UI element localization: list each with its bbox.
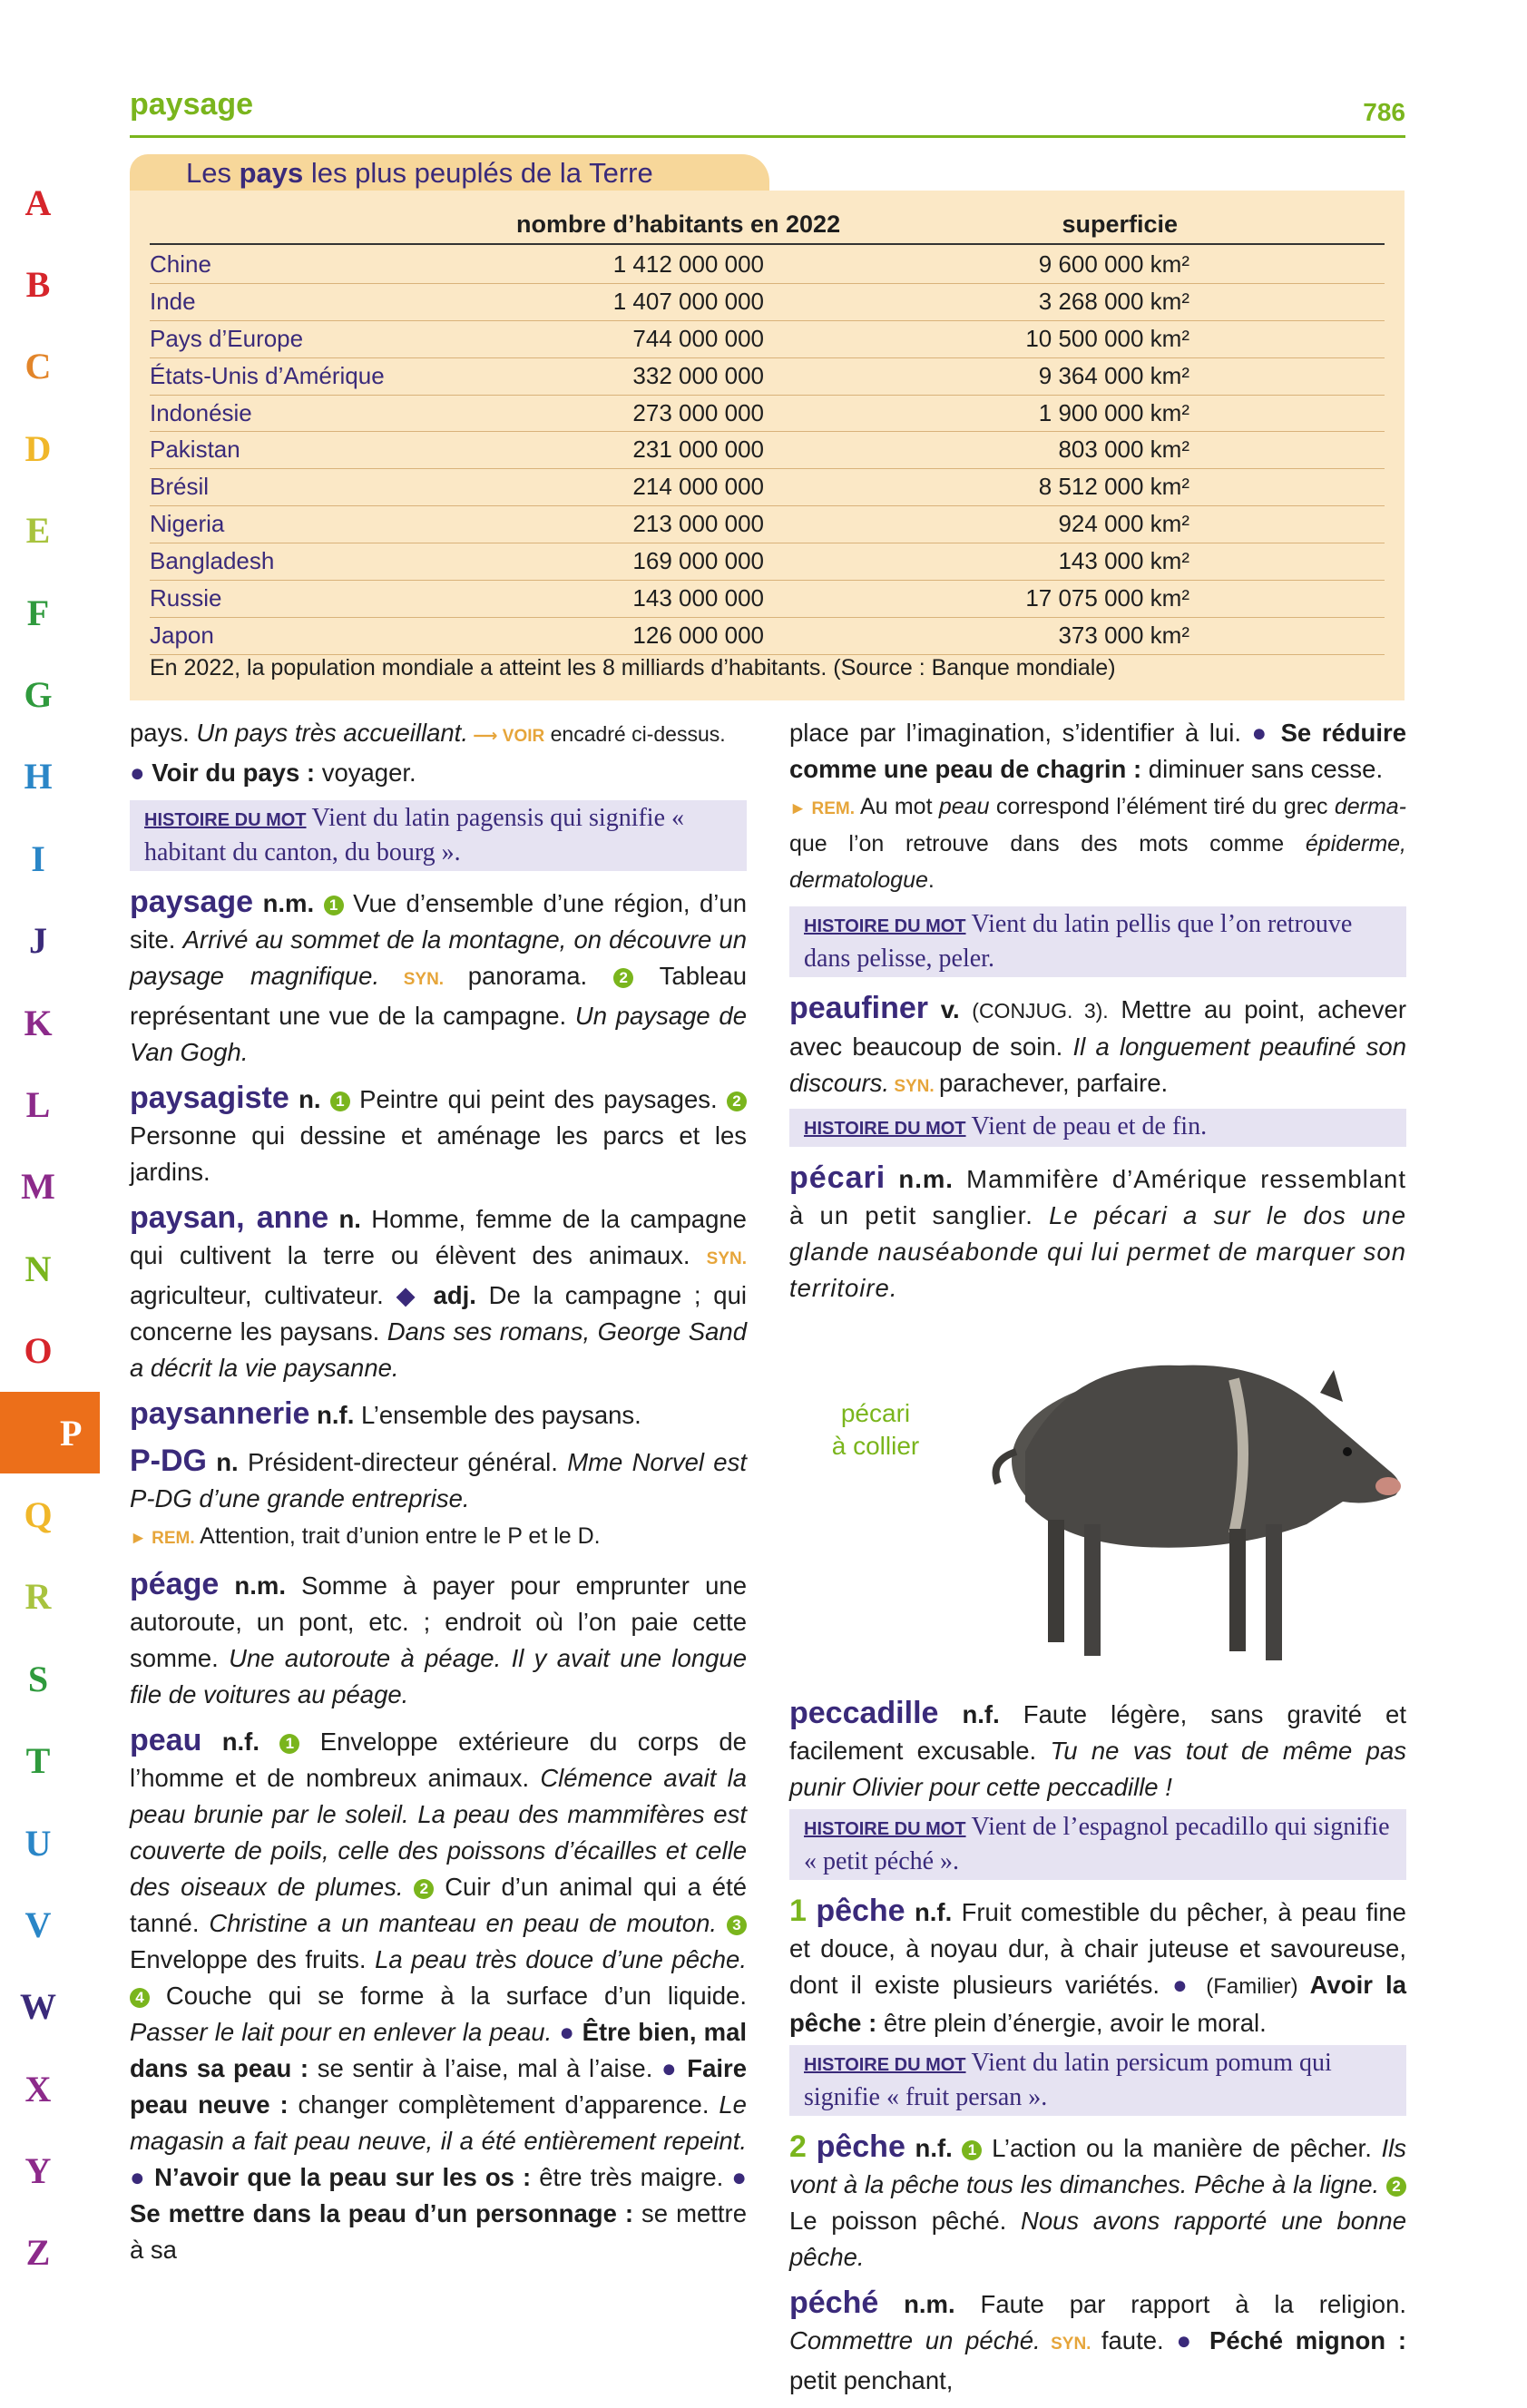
table-row bbox=[150, 321, 1385, 358]
history-box-peaufiner: HISTOIRE DU MOT Vient de peau et de fin. bbox=[789, 1109, 1406, 1147]
history-box-peau: HISTOIRE DU MOT Vient du latin pellis que l’on retrouve dans pelisse, peler. bbox=[789, 906, 1406, 977]
table-row bbox=[150, 247, 1385, 284]
alphabet-letter-t[interactable]: T bbox=[25, 1740, 51, 1782]
pecari-illustration bbox=[789, 1316, 1406, 1679]
area-value: 1 900 000 km² bbox=[1038, 398, 1189, 426]
entry-pecari: pécari n.m. Mammifère d’Amérique ressemblant à un petit sanglier. Le pécari a sur le dos une glande nauséabonde qui lui permet de marquer son territoire. bbox=[789, 1160, 1406, 1302]
alphabet-letter-o[interactable]: O bbox=[24, 1330, 53, 1372]
entry-peccadille: peccadille n.f. Faute légère, sans gravité et facilement excusable. Tu ne vas tout de même pas punir Olivier pour cette peccadille ! bbox=[789, 1696, 1406, 1801]
area-value: 9 364 000 km² bbox=[1038, 361, 1189, 389]
entry-peche-2: 2 pêche n.f. 1 L’action ou la manière de pêcher. Ils vont à la pêche tous les dimanches. Pêche à la ligne. 2 Le poisson pêché. Nous avons rapporté une bonne pêche. bbox=[789, 2129, 1406, 2271]
table-row bbox=[150, 396, 1385, 433]
country-name: Chine bbox=[150, 250, 211, 278]
table-header bbox=[150, 207, 1385, 245]
entry-peche-sin: péché n.m. Faute par rapport à la religion. Commettre un péché. SYN. faute. ● Péché mignon : petit penchant, bbox=[789, 2286, 1407, 2394]
country-name: Brésil bbox=[150, 473, 210, 501]
country-name: Inde bbox=[150, 287, 196, 315]
entry-paysannerie: paysannerie n.f. L’ensemble des paysans. bbox=[130, 1396, 641, 1431]
population-value: 1 412 000 000 bbox=[612, 250, 764, 278]
area-value: 8 512 000 km² bbox=[1038, 473, 1189, 501]
population-value: 332 000 000 bbox=[632, 361, 764, 389]
entry-peage: péage n.m. Somme à payer pour emprunter une autoroute, un pont, etc. ; endroit où l’on paie cette somme. Une autoroute à péage. Il y avait une longue file de voitures au péage. bbox=[130, 1567, 748, 1708]
alphabet-letter-a[interactable]: A bbox=[24, 181, 52, 223]
history-box-peche: HISTOIRE DU MOT Vient du latin persicum pomum qui signifie « fruit persan ». bbox=[789, 2045, 1406, 2116]
alphabet-letter-p[interactable]: P bbox=[0, 1392, 100, 1473]
population-value: 1 407 000 000 bbox=[612, 287, 764, 315]
entry-pays-continued: pays. Un pays très accueillant. ⟶ VOIR encadré ci-dessus. ● Voir du pays : voyager. bbox=[130, 719, 726, 787]
alphabet-letter-z[interactable]: Z bbox=[25, 2232, 51, 2274]
history-box-pays: HISTOIRE DU MOT Vient du latin pagensis qui signifie « habitant du canton, du bourg ». bbox=[130, 800, 747, 871]
right-column bbox=[789, 715, 1406, 2408]
running-head-word: paysage bbox=[130, 87, 254, 122]
alphabet-letter-i[interactable]: I bbox=[31, 837, 45, 879]
pecari-caption: pécari à collier bbox=[831, 1399, 920, 1460]
table-row bbox=[150, 469, 1385, 506]
entry-peau: peau n.f. 1 Enveloppe extérieure du corps de l’homme et de nombreux animaux. Clémence avait la peau brunie par le soleil. La peau des mammifères est couverte de poils, celle des poissons d’écailles et celle des oiseaux de plumes. 2 Cuir d’un animal qui a été tanné. Christine a un manteau en peau de mouton. 3 Enveloppe des fruits. La peau très douce d’une pêche. 4 Couche qui se forme à la surface d’un liquide. Passer le lait pour en enlever la peau. ● Être bien, mal dans sa peau : se sentir à l’aise, mal à l’aise. ● Faire peau neuve : changer complètement d’apparence. Le magasin a fait peau neuve, il a été entièrement repeint. ● N’avoir que la peau sur les os : être très maigre. ● Se mettre dans la peau d’un personnage : se mettre à sa bbox=[130, 1723, 748, 2264]
alphabet-letter-q[interactable]: Q bbox=[24, 1493, 53, 1535]
entry-peaufiner: peaufiner v. (CONJUG. 3). Mettre au point, achever avec beaucoup de soin. Il a longuement peaufiné son discours. SYN. parachever, parfaire. bbox=[789, 991, 1406, 1097]
country-name: Pakistan bbox=[150, 436, 240, 464]
area-value: 143 000 km² bbox=[1058, 547, 1189, 575]
alphabet-letter-f[interactable]: F bbox=[26, 592, 50, 633]
country-name: Japon bbox=[150, 621, 214, 649]
alphabet-letter-m[interactable]: M bbox=[21, 1166, 55, 1208]
alphabet-letter-b[interactable]: B bbox=[25, 264, 51, 306]
entry-pdg: P-DG n. Président-directeur général. Mme Norvel est P-DG d’une grande entreprise. ► REM. Attention, trait d’union entre le P et le D. bbox=[130, 1444, 747, 1549]
table-note: En 2022, la population mondiale a atteint les 8 milliards d’habitants. (Source : Banque mondiale) bbox=[150, 655, 1116, 680]
area-value: 803 000 km² bbox=[1058, 436, 1189, 464]
area-value: 9 600 000 km² bbox=[1038, 250, 1189, 278]
table-rows bbox=[150, 247, 1385, 655]
column-population: nombre d’habitants en 2022 bbox=[516, 210, 841, 238]
alphabet-letter-c[interactable]: C bbox=[24, 346, 52, 387]
entry-peche-1: 1 pêche n.f. Fruit comestible du pêcher, à peau fine et douce, à noyau dur, à chair juteuse et savoureuse, dont il existe plusieurs variétés. ● (Familier) Avoir la pêche : être plein d’énergie, avoir le moral. bbox=[789, 1894, 1406, 2037]
population-value: 744 000 000 bbox=[632, 324, 764, 352]
alphabet-letter-r[interactable]: R bbox=[24, 1576, 52, 1618]
history-box-peccadille: HISTOIRE DU MOT Vient de l’espagnol pecadillo qui signifie « petit péché ». bbox=[789, 1809, 1406, 1880]
alphabet-letter-l[interactable]: L bbox=[25, 1083, 51, 1125]
country-name: Russie bbox=[150, 584, 222, 612]
column-area: superficie bbox=[1062, 210, 1178, 238]
area-value: 373 000 km² bbox=[1058, 621, 1189, 649]
alphabet-letter-h[interactable]: H bbox=[24, 756, 53, 798]
alphabet-letter-w[interactable]: W bbox=[20, 1986, 56, 2028]
table-row bbox=[150, 506, 1385, 543]
left-column bbox=[130, 715, 747, 2277]
entry-paysage: paysage n.m. 1 Vue d’ensemble d’une région, d’un site. Arrivé au sommet de la montagne, on découvre un paysage magnifique. SYN. panorama. 2 Tableau représentant une vue de la campagne. Un paysage de Van Gogh. bbox=[130, 885, 748, 1066]
population-value: 126 000 000 bbox=[632, 621, 764, 649]
population-value: 143 000 000 bbox=[632, 584, 764, 612]
alphabet-letter-k[interactable]: K bbox=[24, 1002, 53, 1043]
page-number: 786 bbox=[1363, 98, 1405, 126]
country-name: Nigeria bbox=[150, 510, 225, 538]
table-row bbox=[150, 358, 1385, 396]
alphabet-letter-g[interactable]: G bbox=[24, 674, 53, 716]
entry-peau-continued: place par l’imagination, s’identifier à lui. ● Se réduire comme une peau de chagrin : diminuer sans cesse. ► REM. Au mot peau correspond l’élément tiré du grec derma- que l’on retrouve dans des mots comme épiderme, dermatologue. bbox=[789, 719, 1406, 893]
population-value: 231 000 000 bbox=[632, 436, 764, 464]
country-name: Bangladesh bbox=[150, 547, 275, 575]
table-row bbox=[150, 432, 1385, 469]
alphabet-letter-u[interactable]: U bbox=[24, 1822, 52, 1864]
alphabet-letter-d[interactable]: D bbox=[24, 427, 52, 469]
alphabet-index bbox=[0, 162, 127, 2294]
alphabet-letter-n[interactable]: N bbox=[24, 1248, 52, 1289]
population-value: 213 000 000 bbox=[632, 510, 764, 538]
country-name: États-Unis d’Amérique bbox=[150, 361, 385, 389]
area-value: 924 000 km² bbox=[1058, 510, 1189, 538]
population-value: 214 000 000 bbox=[632, 473, 764, 501]
area-value: 17 075 000 km² bbox=[1025, 584, 1189, 612]
alphabet-letter-j[interactable]: J bbox=[29, 920, 47, 962]
population-value: 169 000 000 bbox=[632, 547, 764, 575]
alphabet-letter-s[interactable]: S bbox=[27, 1658, 49, 1699]
population-value: 273 000 000 bbox=[632, 398, 764, 426]
table-title: Les pays les plus peuplés de la Terre bbox=[130, 154, 769, 192]
alphabet-letter-x[interactable]: X bbox=[24, 2068, 52, 2109]
area-value: 10 500 000 km² bbox=[1025, 324, 1189, 352]
country-name: Indonésie bbox=[150, 398, 252, 426]
alphabet-letter-e[interactable]: E bbox=[25, 510, 51, 552]
table-row bbox=[150, 543, 1385, 581]
country-name: Pays d’Europe bbox=[150, 324, 304, 352]
header-rule bbox=[130, 135, 1405, 138]
alphabet-letter-v[interactable]: V bbox=[24, 1904, 52, 1945]
table-row bbox=[150, 284, 1385, 321]
table-row bbox=[150, 581, 1385, 618]
entry-paysagiste: paysagiste n. 1 Peintre qui peint des paysages. 2 Personne qui dessine et aménage les parcs et les jardins. bbox=[130, 1081, 747, 1186]
area-value: 3 268 000 km² bbox=[1038, 287, 1189, 315]
alphabet-letter-y[interactable]: Y bbox=[24, 2150, 52, 2192]
entry-paysan: paysan, anne n. Homme, femme de la campagne qui cultivent la terre ou élèvent des animaux. SYN. agriculteur, cultivateur. ◆ adj. De la campagne ; qui concerne les paysans. Dans ses romans, George Sand a décrit la vie paysanne. bbox=[130, 1200, 747, 1382]
table-row bbox=[150, 618, 1385, 655]
peccary-image bbox=[962, 1316, 1406, 1679]
